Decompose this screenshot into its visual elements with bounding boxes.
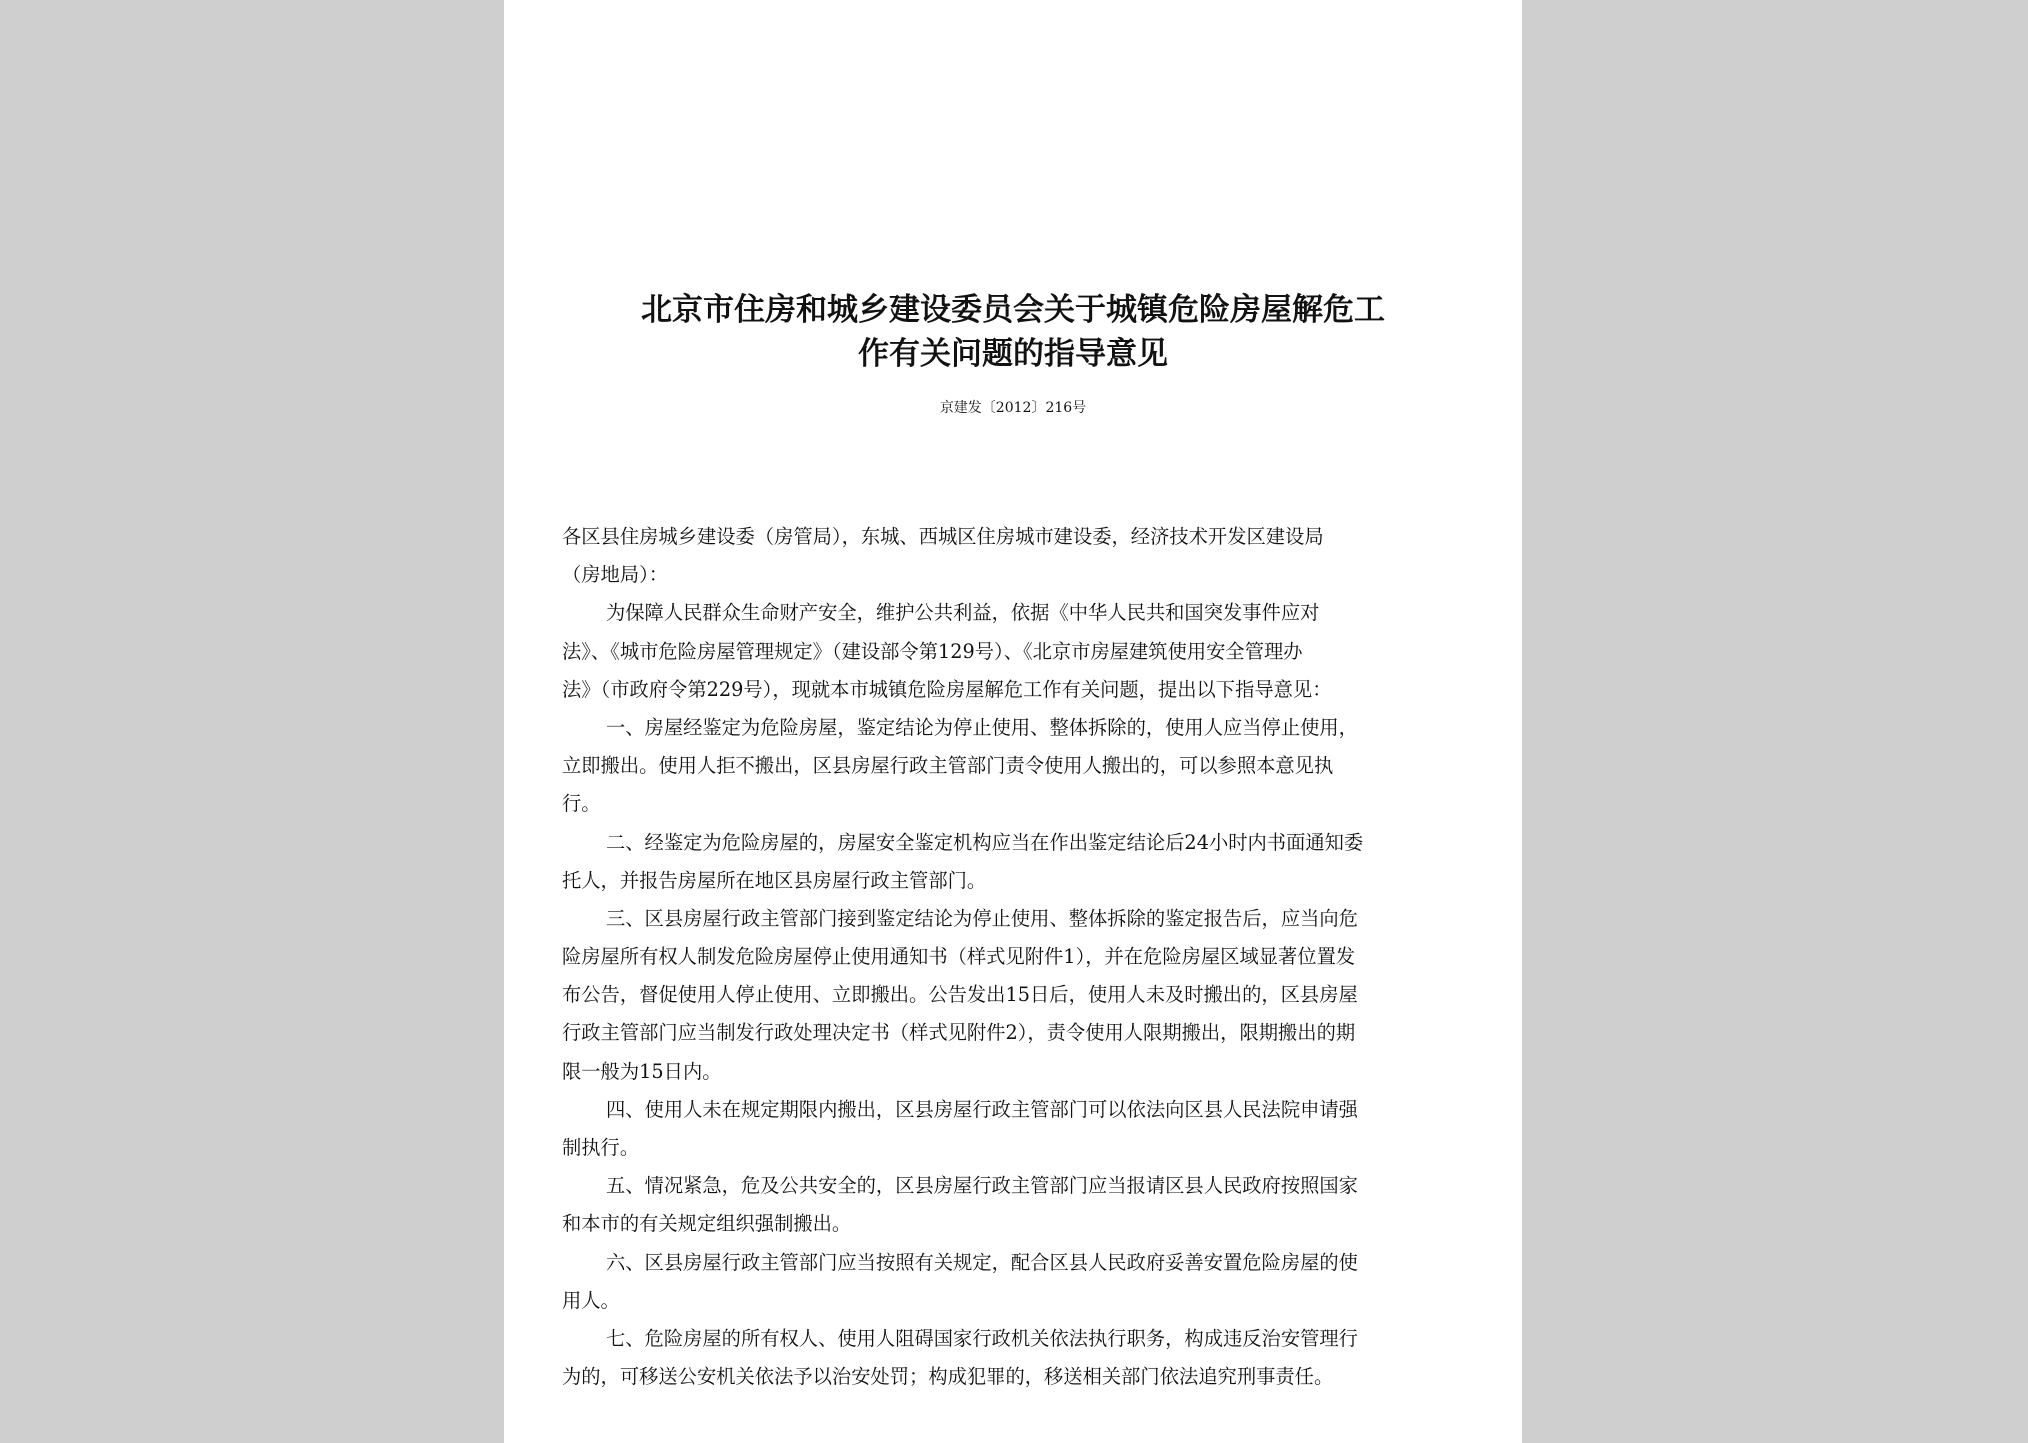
addressee-line: 各区县住房城乡建设委（房管局），东城、西城区住房城市建设委，经济技术开发区建设局 bbox=[562, 525, 1324, 548]
paragraph-line: 行。 bbox=[562, 792, 601, 816]
paragraph-line: 制执行。 bbox=[562, 1136, 640, 1159]
paragraph-line: 为保障人民群众生命财产安全，维护公共利益，依据《中华人民共和国突发事件应对 bbox=[606, 601, 1320, 625]
paragraph-line: 五、情况紧急，危及公共安全的，区县房屋行政主管部门应当报请区县人民政府按照国家 bbox=[606, 1174, 1358, 1198]
paragraph-line: 布公告，督促使用人停止使用、立即搬出。公告发出15日后，使用人未及时搬出的，区县房屋 bbox=[562, 983, 1358, 1007]
paragraph-line: 二、经鉴定为危险房屋的，房屋安全鉴定机构应当在作出鉴定结论后24小时内书面通知委 bbox=[606, 830, 1364, 854]
paragraph-line: 行政主管部门应当制发行政处理决定书（样式见附件2），责令使用人限期搬出，限期搬出的期 bbox=[562, 1021, 1356, 1045]
title-line-1: 北京市住房和城乡建设委员会关于城镇危险房屋解危工 bbox=[641, 292, 1385, 328]
paragraph-line: 法》、《城市危险房屋管理规定》（建设部令第129号）、《北京市房屋建筑使用安全管理办 bbox=[562, 639, 1303, 663]
paragraph-line: 七、危险房屋的所有权人、使用人阻碍国家行政机关依法执行职务，构成违反治安管理行 bbox=[606, 1326, 1358, 1350]
paragraph-line: 法》（市政府令第229号），现就本市城镇危险房屋解危工作有关问题，提出以下指导意见： bbox=[562, 677, 1332, 701]
paragraph-line: 限一般为15日内。 bbox=[562, 1059, 722, 1083]
document-page bbox=[504, 0, 1522, 1443]
document-number: 京建发〔2012〕216号 bbox=[939, 400, 1087, 416]
paragraph-line: 立即搬出。使用人拒不搬出，区县房屋行政主管部门责令使用人搬出的，可以参照本意见执 bbox=[562, 754, 1334, 778]
addressee-line: （房地局）： bbox=[562, 563, 669, 587]
document-body bbox=[562, 518, 1462, 1396]
document-title bbox=[564, 288, 1462, 376]
paragraph-line: 四、使用人未在规定期限内搬出，区县房屋行政主管部门可以依法向区县人民法院申请强 bbox=[606, 1097, 1358, 1121]
paragraph-line: 六、区县房屋行政主管部门应当按照有关规定，配合区县人民政府妥善安置危险房屋的使 bbox=[606, 1250, 1358, 1274]
paragraph-line: 一、房屋经鉴定为危险房屋，鉴定结论为停止使用、整体拆除的，使用人应当停止使用， bbox=[606, 715, 1358, 739]
paragraph-line: 三、区县房屋行政主管部门接到鉴定结论为停止使用、整体拆除的鉴定报告后，应当向危 bbox=[606, 906, 1358, 930]
paragraph-line: 为的，可移送公安机关依法予以治安处罚；构成犯罪的，移送相关部门依法追究刑事责任。 bbox=[562, 1365, 1334, 1389]
paragraph-line: 险房屋所有权人制发危险房屋停止使用通知书（样式见附件1），并在危险房屋区域显著位置发 bbox=[562, 945, 1356, 969]
paragraph-line: 用人。 bbox=[562, 1288, 620, 1312]
paragraph-line: 托人，并报告房屋所在地区县房屋行政主管部门。 bbox=[562, 868, 987, 892]
title-line-2: 作有关问题的指导意见 bbox=[858, 336, 1168, 372]
paragraph-line: 和本市的有关规定组织强制搬出。 bbox=[562, 1212, 852, 1236]
